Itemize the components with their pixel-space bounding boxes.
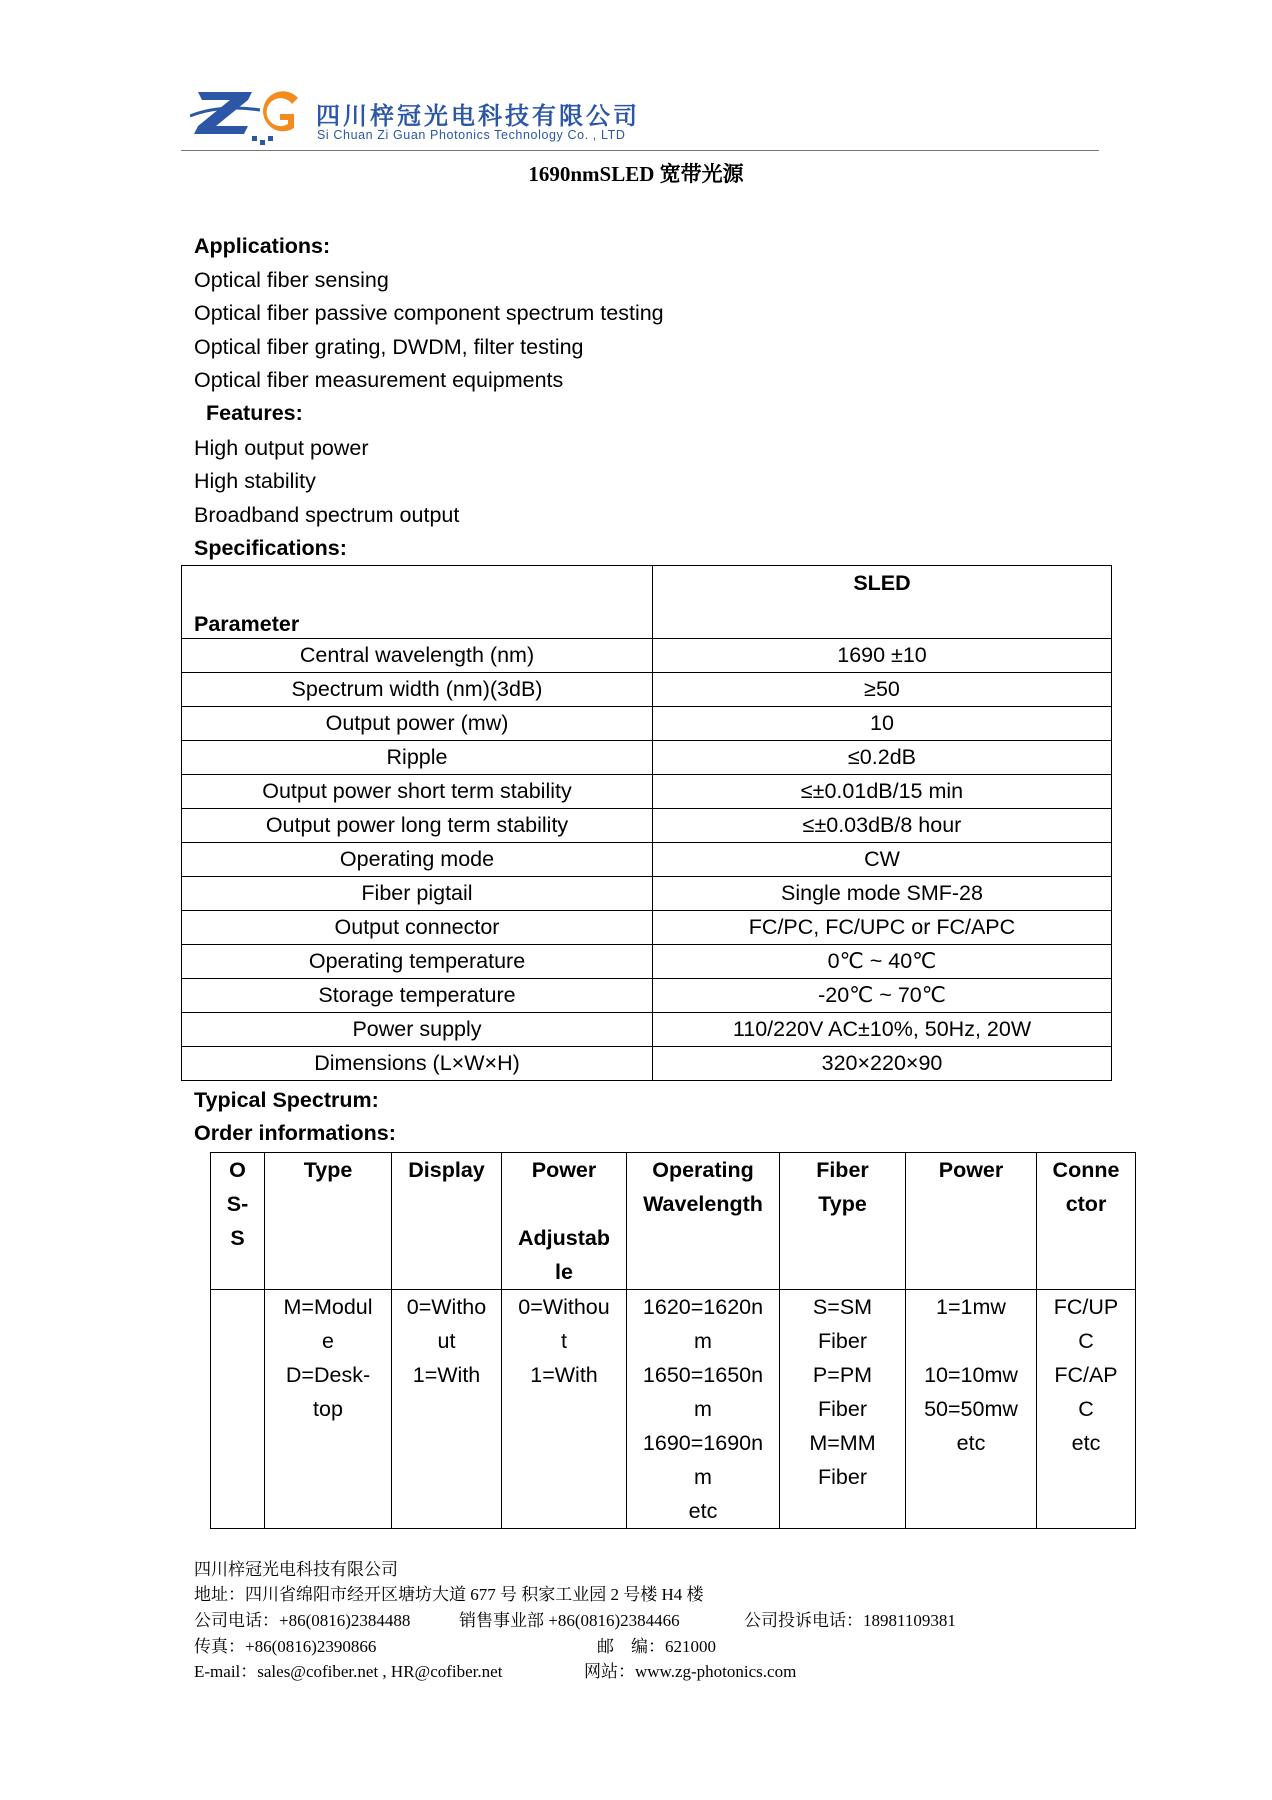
applications-heading: Applications: [194, 234, 331, 258]
cell-line: Fiber [818, 1329, 867, 1353]
footer-fax-line [194, 1632, 1094, 1654]
order-value-cell [211, 1290, 265, 1529]
application-item: Optical fiber grating, DWDM, filter testing [194, 335, 584, 359]
order-value-cell [392, 1290, 502, 1529]
footer-website: 网站：www.zg-photonics.com [584, 1662, 797, 1681]
order-value-cell [265, 1290, 392, 1529]
order-header-cell [265, 1153, 392, 1290]
table-row [182, 639, 1112, 673]
param-cell: Output power short term stability [182, 775, 653, 809]
param-cell: Operating mode [182, 843, 653, 877]
param-cell: Output power long term stability [182, 809, 653, 843]
cell-line: 1620=1620n [642, 1295, 764, 1319]
param-cell: Central wavelength (nm) [182, 639, 653, 673]
value-cell: -20℃ ~ 70℃ [653, 979, 1112, 1013]
cell-line: FC/AP [1054, 1363, 1118, 1387]
param-cell: Spectrum width (nm)(3dB) [182, 673, 653, 707]
cell-line: ut [437, 1329, 456, 1353]
cell-line: m [694, 1465, 712, 1489]
value-cell: 1690 ±10 [653, 639, 1112, 673]
sled-header: SLED [653, 566, 1112, 639]
cell-line: e [322, 1329, 334, 1353]
cell-line: O [229, 1158, 246, 1182]
cell-line: D=Desk- [285, 1363, 371, 1387]
param-cell: Dimensions (L×W×H) [182, 1047, 653, 1081]
zg-logo-icon [190, 86, 310, 148]
cell-line: Adjustab [518, 1226, 610, 1250]
order-header-cell [1037, 1153, 1136, 1290]
cell-line: 1=With [530, 1363, 598, 1387]
footer-phone-line [194, 1606, 1094, 1628]
cell-line: Fiber [816, 1158, 869, 1182]
order-value-cell [627, 1290, 780, 1529]
cell-line: S [230, 1226, 245, 1250]
feature-item: High output power [194, 436, 369, 460]
cell-line: M=MM [809, 1431, 876, 1455]
cell-line: S- [226, 1192, 249, 1216]
cell-line [906, 1324, 1036, 1358]
order-values-row [211, 1290, 1136, 1529]
application-item: Optical fiber passive component spectrum testing [194, 301, 664, 325]
cell-line: etc [688, 1499, 718, 1523]
feature-item: Broadband spectrum output [194, 503, 460, 527]
table-row [182, 707, 1112, 741]
table-row [182, 1047, 1112, 1081]
typical-spectrum-heading: Typical Spectrum: [194, 1088, 379, 1112]
value-cell: CW [653, 843, 1112, 877]
order-value-cell [906, 1290, 1037, 1529]
company-name-en: Si Chuan Zi Guan Photonics Technology Co. , LTD [317, 128, 626, 142]
footer-company: 四川梓冠光电科技有限公司 [194, 1560, 398, 1579]
cell-line: Power [938, 1158, 1004, 1182]
order-header-cell [502, 1153, 627, 1290]
cell-line: 50=50mw [924, 1397, 1018, 1421]
cell-line: 10=10mw [924, 1363, 1018, 1387]
cell-line: 0=Withou [518, 1295, 610, 1319]
cell-line: le [555, 1260, 573, 1284]
order-table [210, 1152, 1136, 1529]
cell-line [502, 1187, 626, 1221]
table-row [182, 741, 1112, 775]
cell-line: 1=1mw [936, 1295, 1006, 1319]
table-row [182, 775, 1112, 809]
cell-line: ctor [1065, 1192, 1107, 1216]
param-cell: Operating temperature [182, 945, 653, 979]
order-header-row [211, 1153, 1136, 1290]
table-row [182, 911, 1112, 945]
footer-address: 地址：四川省绵阳市经开区塘坊大道 677 号 积家工业园 2 号楼 H4 楼 [194, 1585, 704, 1604]
cell-line: P=PM [812, 1363, 873, 1387]
specifications-table [181, 565, 1112, 1081]
value-cell: 320×220×90 [653, 1047, 1112, 1081]
cell-line: Power [531, 1158, 597, 1182]
cell-line: Type [303, 1158, 353, 1182]
table-row [182, 877, 1112, 911]
param-cell: Output power (mw) [182, 707, 653, 741]
order-header-cell [627, 1153, 780, 1290]
order-heading: Order informations: [194, 1121, 396, 1145]
cell-line: C [1078, 1329, 1094, 1353]
cell-line: FC/UP [1053, 1295, 1119, 1319]
value-cell: ≤0.2dB [653, 741, 1112, 775]
table-row [182, 673, 1112, 707]
cell-line: 1690=1690n [642, 1431, 764, 1455]
value-cell: Single mode SMF-28 [653, 877, 1112, 911]
param-cell: Fiber pigtail [182, 877, 653, 911]
cell-line: 0=Witho [406, 1295, 487, 1319]
cell-line: Fiber [818, 1397, 867, 1421]
cell-line: Type [818, 1192, 867, 1216]
footer-fax: 传真：+86(0816)2390866 [194, 1637, 377, 1656]
param-cell: Storage temperature [182, 979, 653, 1013]
application-item: Optical fiber sensing [194, 268, 389, 292]
cell-line: Fiber [818, 1465, 867, 1489]
order-value-cell [502, 1290, 627, 1529]
cell-line: 1650=1650n [642, 1363, 764, 1387]
parameter-header: Parameter [182, 566, 653, 639]
param-cell: Output connector [182, 911, 653, 945]
value-cell: FC/PC, FC/UPC or FC/APC [653, 911, 1112, 945]
features-heading: Features: [206, 401, 303, 425]
document-title: 1690nmSLED 宽带光源 [528, 162, 744, 186]
cell-line: M=Modul [283, 1295, 373, 1319]
cell-line: etc [956, 1431, 986, 1455]
order-value-cell [780, 1290, 906, 1529]
value-cell: ≥50 [653, 673, 1112, 707]
table-row [182, 979, 1112, 1013]
cell-line: Display [408, 1158, 485, 1182]
company-name-cn: 四川梓冠光电科技有限公司 [316, 103, 640, 130]
cell-line: Operating [652, 1158, 754, 1182]
cell-line: S=SM [812, 1295, 873, 1319]
footer-sales: 销售事业部 +86(0816)2384466 [459, 1611, 680, 1630]
table-row [182, 843, 1112, 877]
cell-line: C [1078, 1397, 1094, 1421]
order-header-cell [211, 1153, 265, 1290]
order-header-cell [780, 1153, 906, 1290]
cell-line: top [313, 1397, 343, 1421]
header-divider [181, 150, 1099, 151]
param-cell: Ripple [182, 741, 653, 775]
order-header-cell [392, 1153, 502, 1290]
footer-postcode: 邮 编：621000 [597, 1637, 716, 1656]
cell-line: Conne [1052, 1158, 1120, 1182]
param-cell: Power supply [182, 1013, 653, 1047]
footer-email: E-mail：sales@cofiber.net , HR@cofiber.net [194, 1662, 503, 1681]
table-header-row [182, 566, 1112, 639]
footer-phone: 公司电话：+86(0816)2384488 [194, 1611, 411, 1630]
cell-line: etc [1071, 1431, 1101, 1455]
feature-item: High stability [194, 469, 316, 493]
cell-line: m [694, 1397, 712, 1421]
footer-email-line [194, 1657, 1094, 1679]
value-cell: 110/220V AC±10%, 50Hz, 20W [653, 1013, 1112, 1047]
cell-line: Wavelength [643, 1192, 763, 1216]
table-row [182, 1013, 1112, 1047]
order-value-cell [1037, 1290, 1136, 1529]
value-cell: 0℃ ~ 40℃ [653, 945, 1112, 979]
order-header-cell [906, 1153, 1037, 1290]
cell-line: t [561, 1329, 567, 1353]
value-cell: 10 [653, 707, 1112, 741]
table-row [182, 945, 1112, 979]
cell-line: 1=With [412, 1363, 481, 1387]
table-row [182, 809, 1112, 843]
value-cell: ≤±0.03dB/8 hour [653, 809, 1112, 843]
cell-line: m [694, 1329, 712, 1353]
value-cell: ≤±0.01dB/15 min [653, 775, 1112, 809]
application-item: Optical fiber measurement equipments [194, 368, 564, 392]
footer-complaint: 公司投诉电话：18981109381 [744, 1611, 956, 1630]
specifications-heading: Specifications: [194, 536, 347, 560]
